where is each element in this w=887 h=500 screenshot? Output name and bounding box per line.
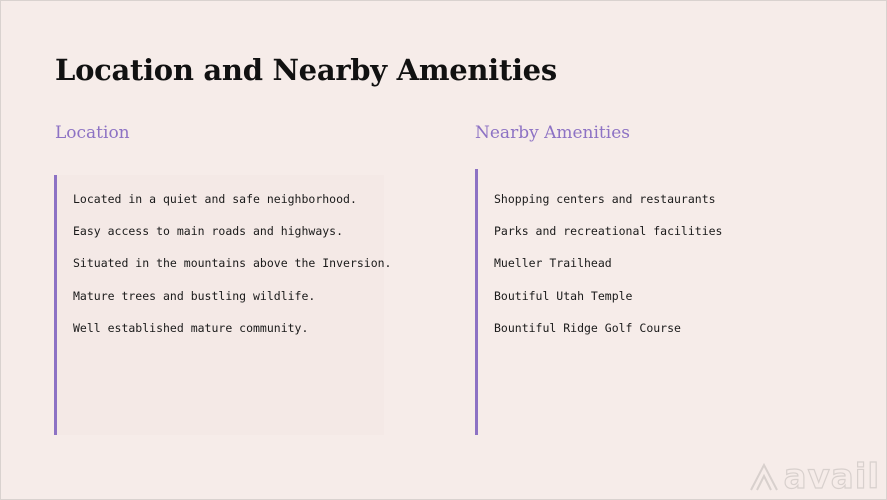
location-item: Mature trees and bustling wildlife. — [73, 289, 316, 303]
amenities-panel — [475, 169, 805, 435]
amenity-item: Boutiful Utah Temple — [494, 289, 633, 303]
location-heading: Location — [55, 123, 130, 143]
avail-watermark — [748, 457, 880, 497]
amenities-heading: Nearby Amenities — [475, 123, 630, 143]
location-item: Easy access to main roads and highways. — [73, 224, 344, 238]
amenity-item: Parks and recreational facilities — [494, 224, 723, 238]
amenity-item: Mueller Trailhead — [494, 256, 612, 270]
location-panel — [54, 175, 392, 435]
watermark-text: avail — [783, 457, 880, 497]
amenity-item: Bountiful Ridge Golf Course — [494, 321, 681, 335]
location-item: Situated in the mountains above the Inversion. — [73, 256, 392, 270]
location-item: Well established mature community. — [73, 321, 309, 335]
amenity-item: Shopping centers and restaurants — [494, 192, 716, 206]
avail-logo-icon — [748, 461, 780, 493]
location-item: Located in a quiet and safe neighborhood. — [73, 192, 357, 206]
page-title: Location and Nearby Amenities — [55, 53, 557, 87]
